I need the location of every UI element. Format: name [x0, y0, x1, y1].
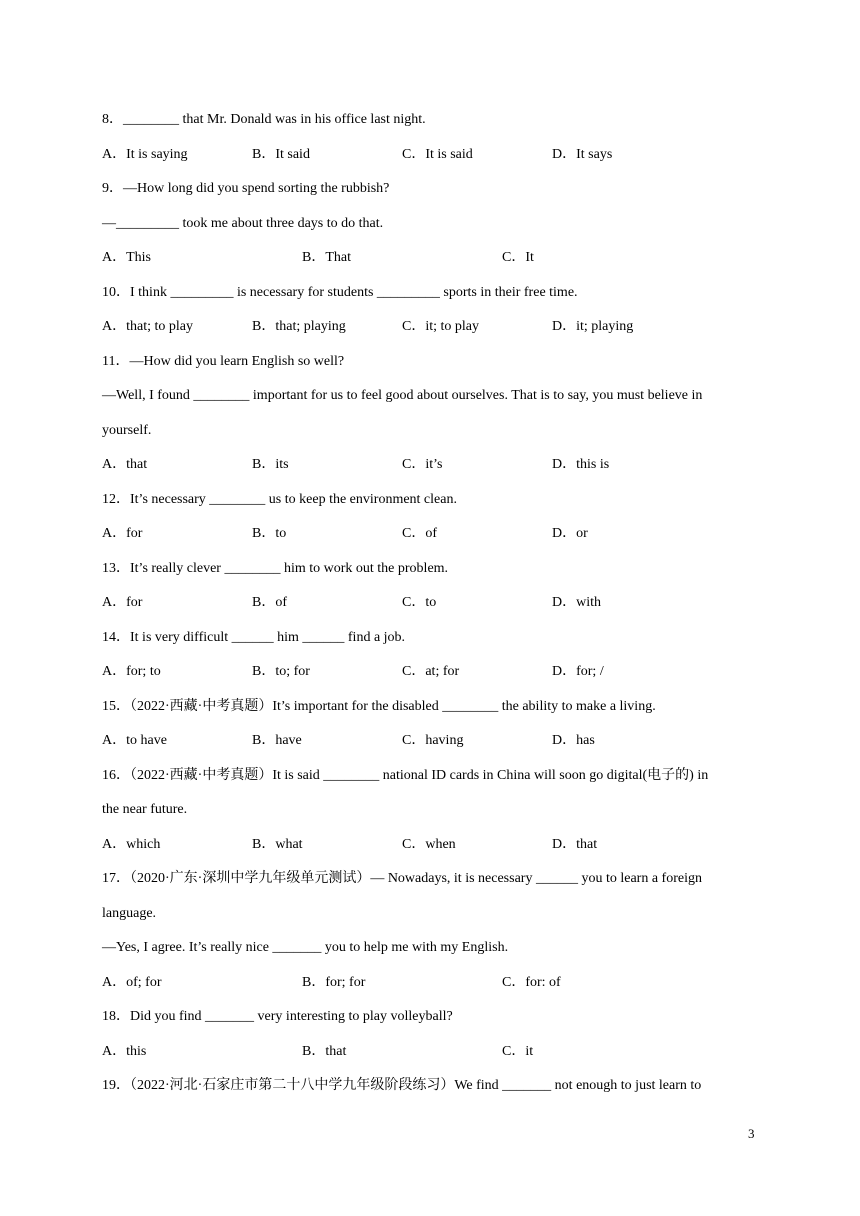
answer-option: A．This: [102, 250, 151, 265]
answer-option: A．that: [102, 457, 148, 472]
answer-option: A．for: [102, 526, 143, 541]
answer-option: C．at; for: [402, 664, 460, 679]
answer-option: A．to have: [102, 733, 167, 748]
answer-option: D．has: [552, 733, 595, 748]
answer-option: D．this is: [552, 457, 610, 472]
answer-option: A．for; to: [102, 664, 161, 679]
question-list: [102, 109, 762, 1110]
question-text: —Yes, I agree. It’s really nice _______ you to help me with my English.: [102, 940, 509, 955]
answer-options: [102, 834, 762, 869]
answer-option: A．which: [102, 836, 161, 852]
question-text: 9．—How long did you spend sorting the rubbish?: [102, 181, 390, 196]
answer-options: [102, 972, 762, 1007]
answer-option: C．it: [502, 1043, 534, 1059]
question-text: 10．I think _________ is necessary for students _________ sports in their free time.: [102, 284, 578, 300]
question-text: 11．—How did you learn English so well?: [102, 353, 345, 369]
question-text: 17．（2020·广东·深圳中学九年级单元测试）— Nowadays, it is necessary ______ you to learn a foreign: [102, 871, 702, 886]
answer-option: D．or: [552, 526, 588, 541]
answer-option: D．with: [552, 595, 601, 610]
answer-option: B．what: [252, 836, 303, 852]
answer-options: [102, 523, 762, 558]
answer-option: B．its: [252, 457, 289, 472]
question-text: language.: [102, 905, 157, 921]
answer-option: B．that: [302, 1043, 347, 1059]
question-text: yourself.: [102, 422, 152, 438]
question-text: 14．It is very difficult ______ him ______ find a job.: [102, 629, 406, 645]
answer-option: B．That: [302, 250, 351, 265]
question-text: the near future.: [102, 802, 188, 817]
question-text: 15．（2022·西藏·中考真题）It’s important for the disabled ________ the ability to make a living.: [102, 698, 656, 714]
question-text: 19．（2022·河北·石家庄市第二十八中学九年级阶段练习）We find _______ not enough to just learn to: [102, 1078, 702, 1093]
answer-option: C．it; to play: [402, 319, 479, 334]
answer-option: D．that: [552, 836, 598, 852]
answer-option: B．for; for: [302, 974, 366, 990]
answer-option: A．of; for: [102, 974, 162, 990]
question-text: 16．（2022·西藏·中考真题）It is said ________ national ID cards in China will soon go digital(电子的) in: [102, 767, 709, 783]
answer-options: [102, 1041, 762, 1076]
answer-option: C．having: [402, 733, 464, 748]
question-text: —_________ took me about three days to do that.: [102, 215, 384, 231]
answer-option: C．of: [402, 526, 437, 541]
answer-option: B．of: [252, 595, 287, 610]
answer-option: C．It is said: [402, 146, 473, 162]
answer-option: A．for: [102, 595, 143, 610]
answer-option: D．It says: [552, 146, 613, 162]
answer-option: C．to: [402, 595, 437, 610]
answer-options: [102, 144, 762, 179]
answer-option: C．when: [402, 836, 456, 852]
answer-option: A．that; to play: [102, 319, 193, 334]
answer-options: [102, 454, 762, 489]
answer-option: A．this: [102, 1043, 147, 1059]
answer-option: B．that; playing: [252, 319, 346, 334]
answer-option: A．It is saying: [102, 146, 188, 162]
question-text: 12．It’s necessary ________ us to keep the environment clean.: [102, 491, 457, 507]
answer-options: [102, 316, 762, 351]
question-text: 13．It’s really clever ________ him to work out the problem.: [102, 560, 449, 576]
question-text: —Well, I found ________ important for us to feel good about ourselves. That is to say, you must believe in: [102, 388, 703, 403]
answer-option: C．it’s: [402, 457, 443, 472]
answer-option: D．it; playing: [552, 319, 634, 334]
answer-options: [102, 247, 762, 282]
answer-option: C．It: [502, 250, 534, 265]
answer-option: B．to: [252, 526, 287, 541]
answer-options: [102, 592, 762, 627]
answer-options: [102, 661, 762, 696]
page-number: 3: [748, 1126, 755, 1141]
answer-option: B．have: [252, 733, 302, 748]
question-text: 8．________ that Mr. Donald was in his office last night.: [102, 112, 426, 127]
answer-option: B．It said: [252, 146, 310, 162]
answer-options: [102, 730, 762, 765]
answer-option: B．to; for: [252, 664, 310, 679]
answer-option: C．for: of: [502, 974, 561, 990]
question-text: 18．Did you find _______ very interesting to play volleyball?: [102, 1009, 453, 1024]
answer-option: D．for; /: [552, 664, 604, 679]
